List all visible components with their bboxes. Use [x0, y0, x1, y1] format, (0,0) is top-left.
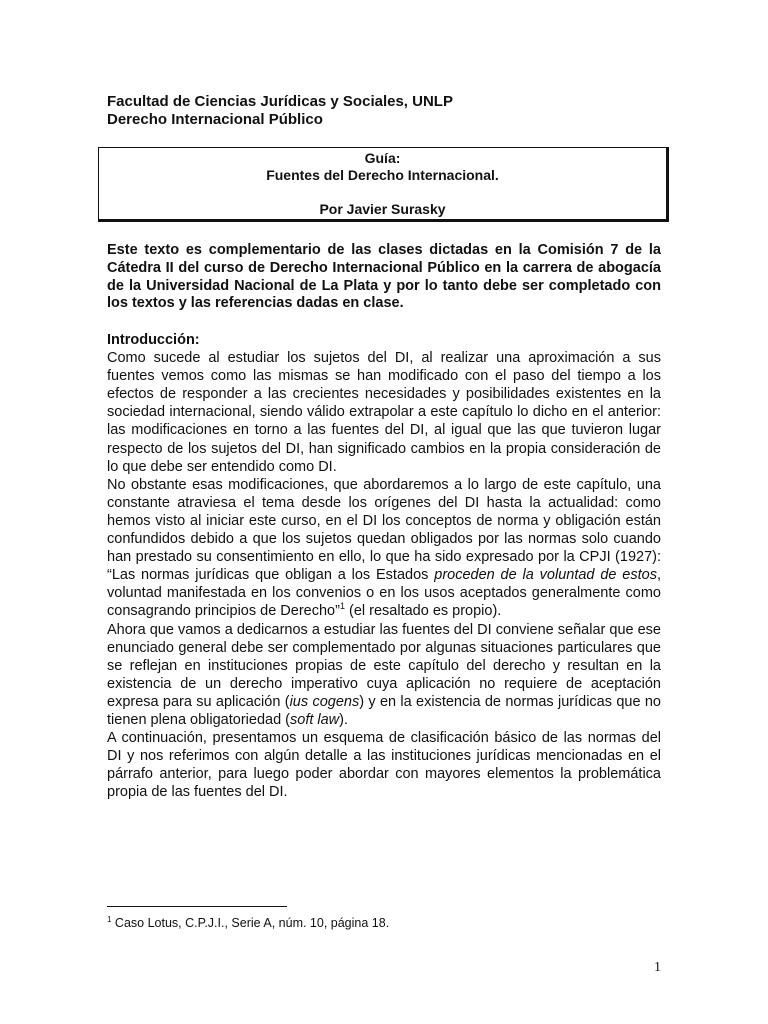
- introduction-section: [107, 331, 661, 801]
- footnote: [107, 915, 389, 931]
- faculty-line: Facultad de Ciencias Jurídicas y Sociales, UNLP: [107, 93, 453, 110]
- intro-paragraph-2: [107, 476, 661, 621]
- course-line: Derecho Internacional Público: [107, 111, 323, 128]
- footnote-text: Caso Lotus, C.P.J.I., Serie A, núm. 10, página 18.: [111, 916, 390, 930]
- document-title: Fuentes del Derecho Internacional.: [266, 167, 499, 183]
- document-header: [107, 93, 453, 129]
- footnote-ref: 1: [339, 601, 345, 612]
- soft-law-term: soft law: [290, 711, 340, 728]
- intro-paragraph-1: Como sucede al estudiar los sujetos del DI, al realizar una aproximación a sus fuentes vemos como las mismas se han modificado con el paso del tiempo a los efectos de responder a las crecientes necesidades y posibilidades existentes en la sociedad internacional, siendo válido extrapolar a este capítulo lo dicho en el anterior: las modificaciones en torno a las fuentes del DI, al igual que las que tuvieron lugar respecto de los sujetos del DI, han significado cambios en la propia consideración de lo que debe ser entendido como DI.: [107, 350, 661, 475]
- footnote-marker: 1: [107, 914, 112, 924]
- page-number: 1: [654, 960, 661, 975]
- paragraph-2-text-b: , voluntad manifestada en los convenios o en los usos aceptados generalmente como consagrando principios de Derecho”: [107, 567, 661, 620]
- abstract-paragraph: Este texto es complementario de las clases dictadas en la Comisión 7 de la Cátedra II del curso de Derecho Internacional Público en la carrera de abogacía de la Universidad Nacional de La Plata y por lo tanto debe ser completado con los textos y las referencias dadas en clase.: [107, 242, 661, 312]
- title-box: [98, 147, 669, 222]
- guide-label: Guía:: [364, 150, 401, 166]
- quote-emphasis: proceden de la voluntad de estos: [434, 567, 657, 584]
- ius-cogens-term: ius cogens: [289, 693, 360, 710]
- paragraph-2-text-c: (el resaltado es propio).: [344, 603, 502, 620]
- paragraph-3-text-c: ).: [339, 711, 349, 728]
- paragraph-2-text-a: No obstante esas modificaciones, que abordaremos a lo largo de este capítulo, una constante atraviesa el tema desde los orígenes del DI hasta la actualidad: como hemos visto al iniciar este curso, en el DI los conceptos de norma y obligación están confundidos debido a que los sujetos quedan obligados por las normas solo cuando han prestado su consentimiento en ello, lo que ha sido expresado por la CPJI (1927): “Las normas jurídicas que obligan a los Estados: [107, 476, 661, 584]
- introduction-heading: Introducción:: [107, 332, 200, 348]
- intro-paragraph-3: [107, 621, 661, 730]
- paragraph-3-text-b: ) y en la existencia de normas jurídicas que no tienen plena obligatoriedad (: [107, 693, 661, 728]
- footnote-divider: [107, 906, 287, 907]
- author-line: Por Javier Surasky: [319, 201, 446, 217]
- paragraph-3-text-a: Ahora que vamos a dedicarnos a estudiar las fuentes del DI conviene señalar que ese enunciado general debe ser complementado por algunas situaciones particulares que se reflejan en instituciones propias de este capítulo del derecho y resultan en la existencia de un derecho imperativo cuya aplicación no requiere de aceptación expresa para su aplicación (: [107, 621, 661, 710]
- intro-paragraph-4: A continuación, presentamos un esquema de clasificación básico de las normas del DI y nos referimos con algún detalle a las instituciones jurídicas mencionadas en el párrafo anterior, para luego poder abordar con mayores elementos la problemática propia de las fuentes del DI.: [107, 730, 661, 801]
